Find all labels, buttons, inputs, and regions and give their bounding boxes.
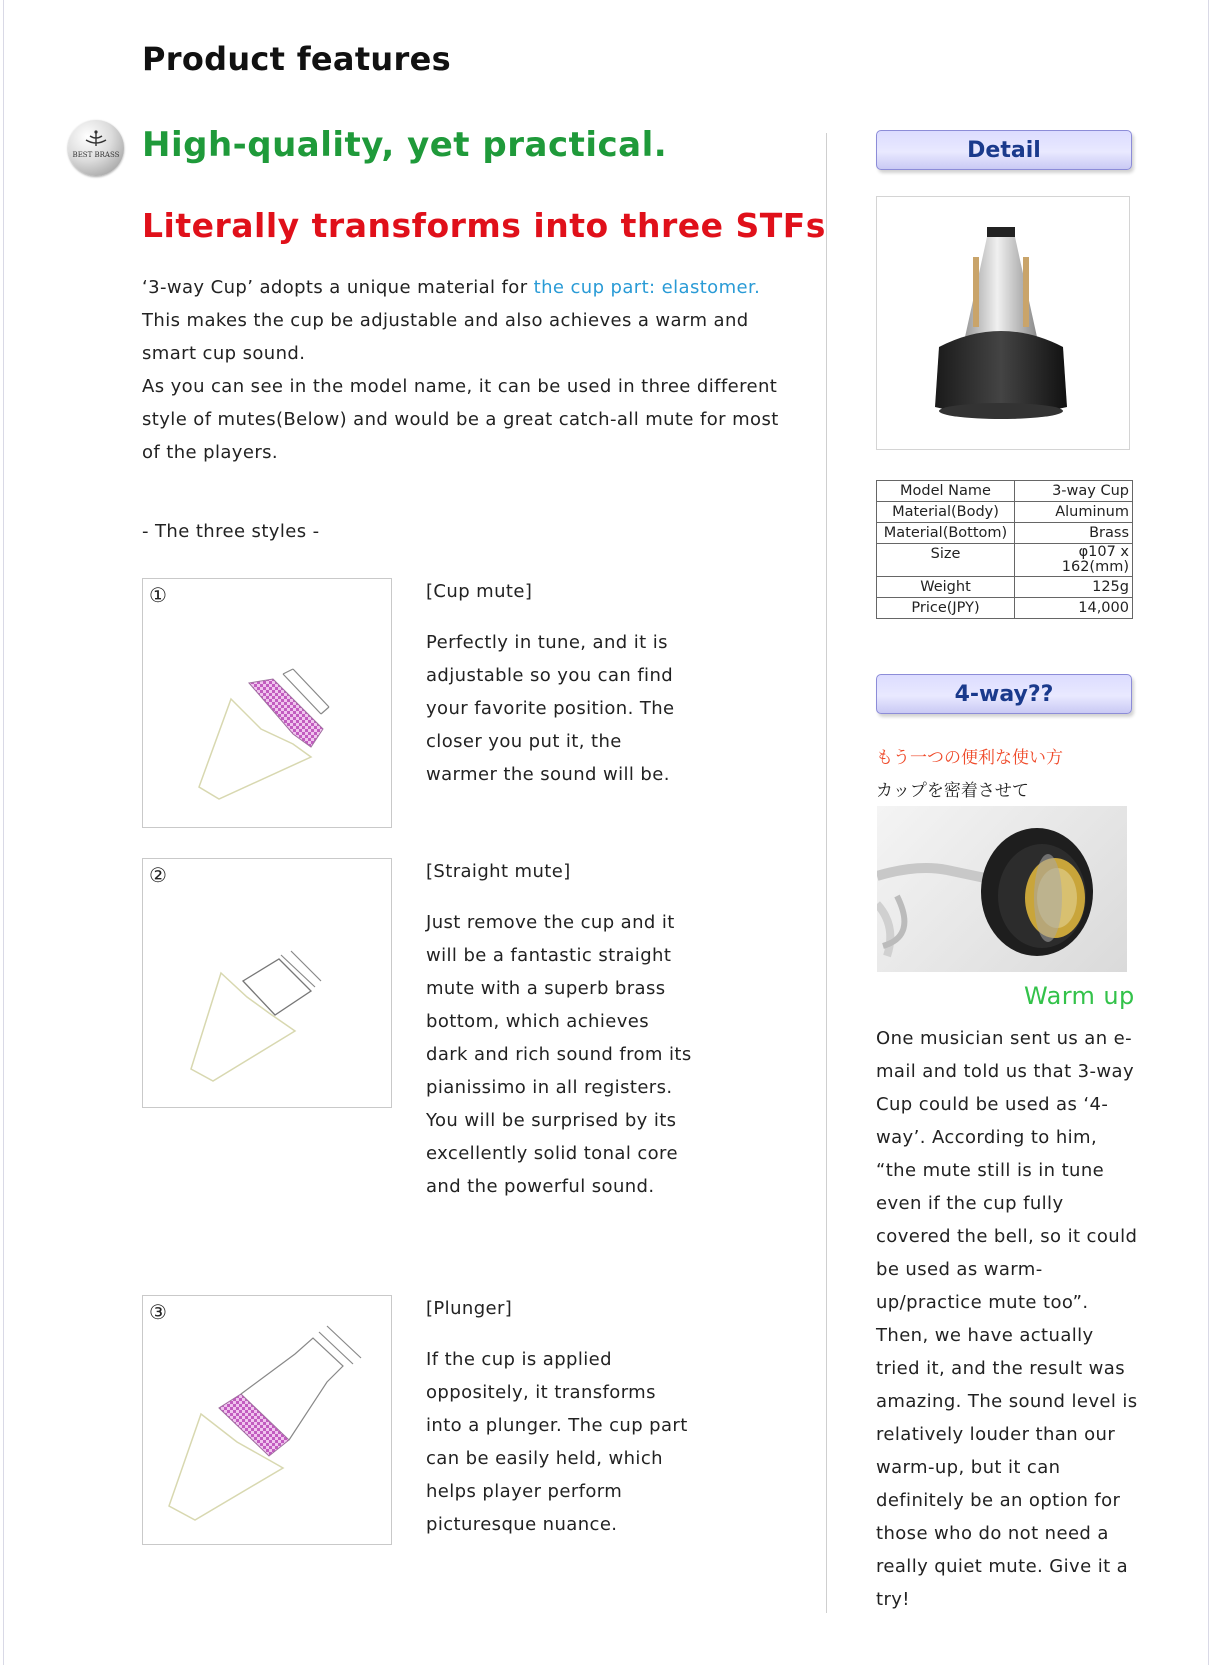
spec-table <box>876 480 1133 619</box>
product-photo <box>876 196 1130 450</box>
brand-logo <box>68 120 124 176</box>
warmup-description: One musician sent us an e-mail and told us that 3-way Cup could be used as ‘4-way’. According to him, “the mute still is in tune even if the cup fully covered the bell, so it could be used as warm-up/practice mute too”. Then, we have actually tried it, and the result was amazing. The sound level is relatively louder than our warm-up, but it can definitely be an option for those who do not need a really quiet mute. Give it a try! <box>876 1028 1138 1610</box>
detail-button[interactable]: Detail <box>876 130 1132 170</box>
spec-row <box>877 598 1133 619</box>
straight-mute-diagram <box>142 858 392 1108</box>
spec-label: Material(Body) <box>877 502 1015 523</box>
trumpet-with-mute-icon <box>877 806 1127 972</box>
fourway-button[interactable]: 4-way?? <box>876 674 1132 714</box>
spec-value: 125g <box>1015 577 1133 598</box>
spec-label: Material(Bottom) <box>877 523 1015 544</box>
intro-text-1: ‘3-way Cup’ adopts a unique material for <box>142 277 534 298</box>
straight-mute-illustration <box>143 859 393 1109</box>
heading-green: High-quality, yet practical. <box>142 125 668 165</box>
plunger-diagram <box>142 1295 392 1545</box>
intro-paragraph <box>142 271 782 469</box>
spec-value: Aluminum <box>1015 502 1133 523</box>
spec-label: Size <box>877 544 1015 577</box>
spec-value: 14,000 <box>1015 598 1133 619</box>
spec-row <box>877 523 1133 544</box>
jp-caption: カップを密着させて <box>876 781 1029 801</box>
elastomer-link[interactable]: the cup part: elastomer. <box>533 277 761 298</box>
cup-mute-diagram <box>142 578 392 828</box>
cup-mute-illustration <box>143 579 393 829</box>
spec-label: Weight <box>877 577 1015 598</box>
warmup-photo <box>877 806 1127 972</box>
spec-label: Price(JPY) <box>877 598 1015 619</box>
logo-text: BEST BRASS <box>72 151 120 159</box>
spec-value: φ107 x 162(mm) <box>1015 544 1133 577</box>
spec-row <box>877 481 1133 502</box>
plunger-title: [Plunger] <box>426 1298 513 1319</box>
page-title: Product features <box>142 40 451 78</box>
cup-mute-title: [Cup mute] <box>426 581 533 602</box>
warmup-title: Warm up <box>1024 982 1135 1010</box>
cup-mute-description: Perfectly in tune, and it is adjustable so you can find your favorite position. The closer you put it, the warmer the sound will be. <box>426 632 675 785</box>
plunger-description: If the cup is applied oppositely, it transforms into a plunger. The cup part can be easily held, which helps player perform picturesque nuance. <box>426 1349 688 1535</box>
plunger-illustration <box>143 1296 393 1546</box>
style-number: ② <box>149 863 167 887</box>
straight-mute-title: [Straight mute] <box>426 861 571 882</box>
column-divider <box>826 133 827 1613</box>
jp-subtitle: もう一つの便利な使い方 <box>876 748 1063 768</box>
spec-row <box>877 502 1133 523</box>
spec-row <box>877 544 1133 577</box>
style-number: ③ <box>149 1300 167 1324</box>
intro-text-3: As you can see in the model name, it can be used in three different style of mutes(Below) and would be a great catch-all mute for most of the players. <box>142 376 779 463</box>
spec-value: Brass <box>1015 523 1133 544</box>
style-number: ① <box>149 583 167 607</box>
intro-text-2: This makes the cup be adjustable and also achieves a warm and smart cup sound. <box>142 310 749 364</box>
spec-value: 3-way Cup <box>1015 481 1133 502</box>
spec-label: Model Name <box>877 481 1015 502</box>
styles-heading: - The three styles - <box>142 521 320 542</box>
heading-red: Literally transforms into three STFs <box>142 206 826 245</box>
cup-mute-photo-icon <box>877 197 1129 449</box>
spec-row <box>877 577 1133 598</box>
straight-mute-description: Just remove the cup and it will be a fantastic straight mute with a superb brass bottom, which achieves dark and rich sound from its pianissimo in all registers. You will be surprised by its excellently solid tonal core and the powerful sound. <box>426 912 692 1197</box>
winged-emblem-icon <box>68 120 124 176</box>
